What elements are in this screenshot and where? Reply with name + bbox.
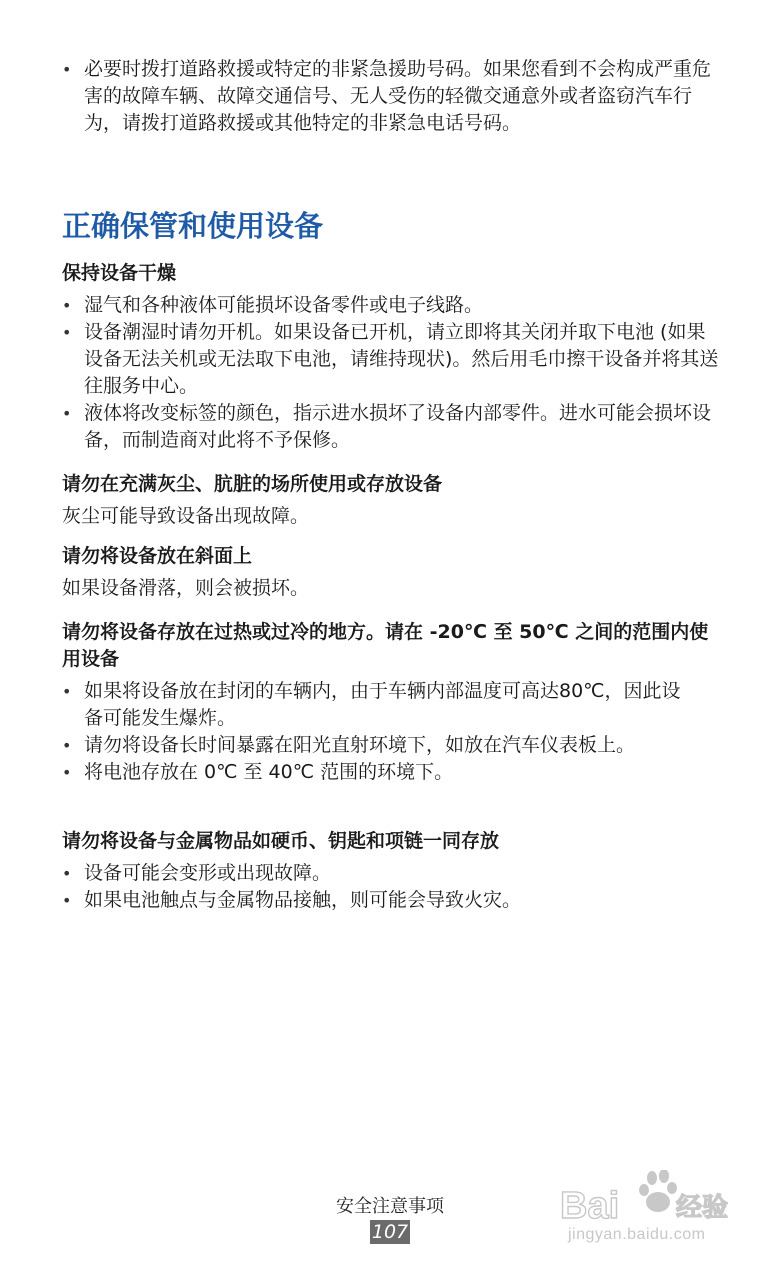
metal-bullet-list: [62, 860, 722, 914]
subheading-slope: 请勿将设备放在斜面上: [62, 545, 253, 567]
list-item: • 将电池存放在 0℃ 至 40℃ 范围的环境下。: [62, 759, 692, 786]
page-number: 107: [371, 1221, 409, 1243]
subheading-dust: 请勿在充满灰尘、肮脏的场所使用或存放设备: [62, 473, 443, 495]
keep-dry-bullet-list: [62, 292, 722, 454]
list-item: • 湿气和各种液体可能损坏设备零件或电子线路。: [62, 292, 722, 319]
baidu-jingyan-logo-icon: [560, 1170, 730, 1226]
baidu-watermark: [560, 1160, 770, 1250]
temperature-bullet-list: [62, 678, 692, 786]
list-item: • 必要时拨打道路救援或特定的非紧急援助号码。如果您看到不会构成严重危害的故障车辆、故障交通信号、无人受伤的轻微交通意外或者盗窃汽车行为，请拨打道路救援或其他特定的非紧急电话号码。: [62, 56, 722, 137]
subheading-metal: 请勿将设备与金属物品如硬币、钥匙和项链一同存放: [62, 830, 500, 852]
intro-bullet-list: [62, 56, 722, 137]
svg-text:经验: 经验: [676, 1193, 729, 1223]
dust-text: 灰尘可能导致设备出现故障。: [62, 505, 310, 527]
list-item: • 请勿将设备长时间暴露在阳光直射环境下，如放在汽车仪表板上。: [62, 732, 692, 759]
list-item: • 设备可能会变形或出现故障。: [62, 860, 722, 887]
watermark-url: jingyan.baidu.com: [568, 1226, 706, 1243]
list-item: • 如果将设备放在封闭的车辆内，由于车辆内部温度可高达80℃，因此设备可能发生爆炸。: [62, 678, 692, 732]
section-title: 正确保管和使用设备: [62, 209, 324, 243]
slope-text: 如果设备滑落，则会被损坏。: [62, 577, 310, 599]
svg-text:Bai: Bai: [560, 1185, 620, 1226]
list-item: • 如果电池触点与金属物品接触，则可能会导致火灾。: [62, 887, 722, 914]
subheading-temperature: 请勿将设备存放在过热或过冷的地方。请在 -20℃ 至 50℃ 之间的范围内使用设备: [62, 621, 709, 670]
list-item: • 液体将改变标签的颜色，指示进水损坏了设备内部零件。进水可能会损坏设备，而制造商对此将不予保修。: [62, 400, 722, 454]
list-item: • 设备潮湿时请勿开机。如果设备已开机，请立即将其关闭并取下电池 (如果设备无法关机或无法取下电池，请维持现状)。然后用毛巾擦干设备并将其送往服务中心。: [62, 319, 722, 400]
footer-title: 安全注意事项: [336, 1196, 444, 1217]
subheading-keep-dry: 保持设备干燥: [62, 262, 177, 284]
